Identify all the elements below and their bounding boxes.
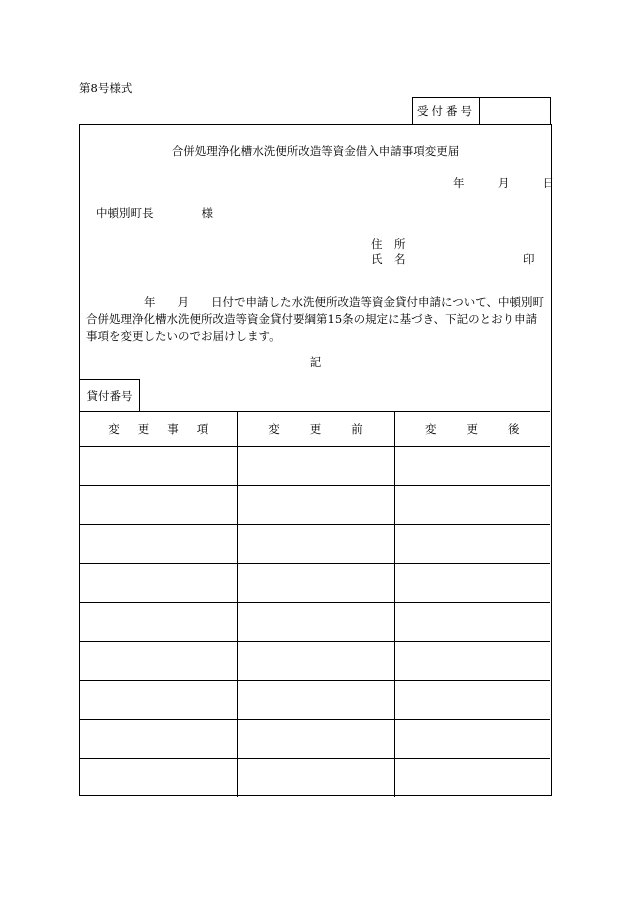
cell-before-change[interactable] <box>237 720 394 759</box>
loan-number-label: 貸付番号 <box>80 379 140 411</box>
date-year-label: 年 <box>453 176 465 190</box>
cell-after-change[interactable] <box>394 642 550 681</box>
table-row <box>80 603 550 642</box>
table-header-row <box>80 412 550 447</box>
addressee-honorific: 様 <box>201 206 213 220</box>
cell-change-item[interactable] <box>80 564 237 603</box>
cell-change-item[interactable] <box>80 525 237 564</box>
table-row <box>80 564 550 603</box>
ki-heading: 記 <box>309 355 322 369</box>
cell-after-change[interactable] <box>394 720 550 759</box>
cell-before-change[interactable] <box>237 525 394 564</box>
cell-before-change[interactable] <box>237 681 394 720</box>
cell-before-change[interactable] <box>237 447 394 486</box>
addressee-name: 中頓別町長 <box>96 206 154 220</box>
body-date-month: 月 <box>177 295 189 309</box>
table-row <box>80 681 550 720</box>
cell-change-item[interactable] <box>80 642 237 681</box>
cell-before-change[interactable] <box>237 486 394 525</box>
cell-after-change[interactable] <box>394 681 550 720</box>
table-row <box>80 759 550 798</box>
reception-number-box <box>412 97 551 124</box>
submission-date[interactable] <box>453 175 554 191</box>
cell-after-change[interactable] <box>394 603 550 642</box>
body-text: 日付で申請した水洗便所改造等資金貸付申請について、中頓別町合併処理浄化槽水洗便所改造等資金貸付要綱第15条の規定に基づき、下記のとおり申請事項を変更したいのでお届けします。 <box>86 295 545 343</box>
header-before-change: 変更前 <box>237 412 394 447</box>
cell-change-item[interactable] <box>80 681 237 720</box>
reception-number-label: 受付番号 <box>413 98 480 124</box>
table-row <box>80 720 550 759</box>
notification-body <box>86 294 548 345</box>
table-row <box>80 447 550 486</box>
cell-before-change[interactable] <box>237 603 394 642</box>
cell-change-item[interactable] <box>80 759 237 798</box>
document-title: 合併処理浄化槽水洗便所改造等資金借入申請事項変更届 <box>171 144 460 158</box>
cell-before-change[interactable] <box>237 564 394 603</box>
table-row <box>80 525 550 564</box>
cell-change-item[interactable] <box>80 447 237 486</box>
table-row <box>80 642 550 681</box>
header-after-change: 変更後 <box>394 412 550 447</box>
date-month-label: 月 <box>497 176 510 190</box>
name-label: 氏 名 <box>371 252 406 266</box>
date-day-label: 日 <box>542 176 555 190</box>
cell-change-item[interactable] <box>80 603 237 642</box>
cell-before-change[interactable] <box>237 759 394 798</box>
table-row <box>80 486 550 525</box>
cell-change-item[interactable] <box>80 720 237 759</box>
header-change-item: 変更事項 <box>80 412 237 447</box>
address-label: 住 所 <box>371 237 406 251</box>
cell-change-item[interactable] <box>80 486 237 525</box>
form-frame <box>79 124 555 796</box>
cell-before-change[interactable] <box>237 642 394 681</box>
form-number: 第8号様式 <box>79 81 133 95</box>
cell-after-change[interactable] <box>394 759 550 798</box>
change-table <box>80 411 550 797</box>
cell-after-change[interactable] <box>394 525 550 564</box>
addressee <box>96 205 213 221</box>
body-date-year: 年 <box>144 295 156 309</box>
cell-after-change[interactable] <box>394 564 550 603</box>
seal-mark: 印 <box>523 252 535 266</box>
reception-number-field[interactable] <box>480 98 550 124</box>
cell-after-change[interactable] <box>394 447 550 486</box>
cell-after-change[interactable] <box>394 486 550 525</box>
